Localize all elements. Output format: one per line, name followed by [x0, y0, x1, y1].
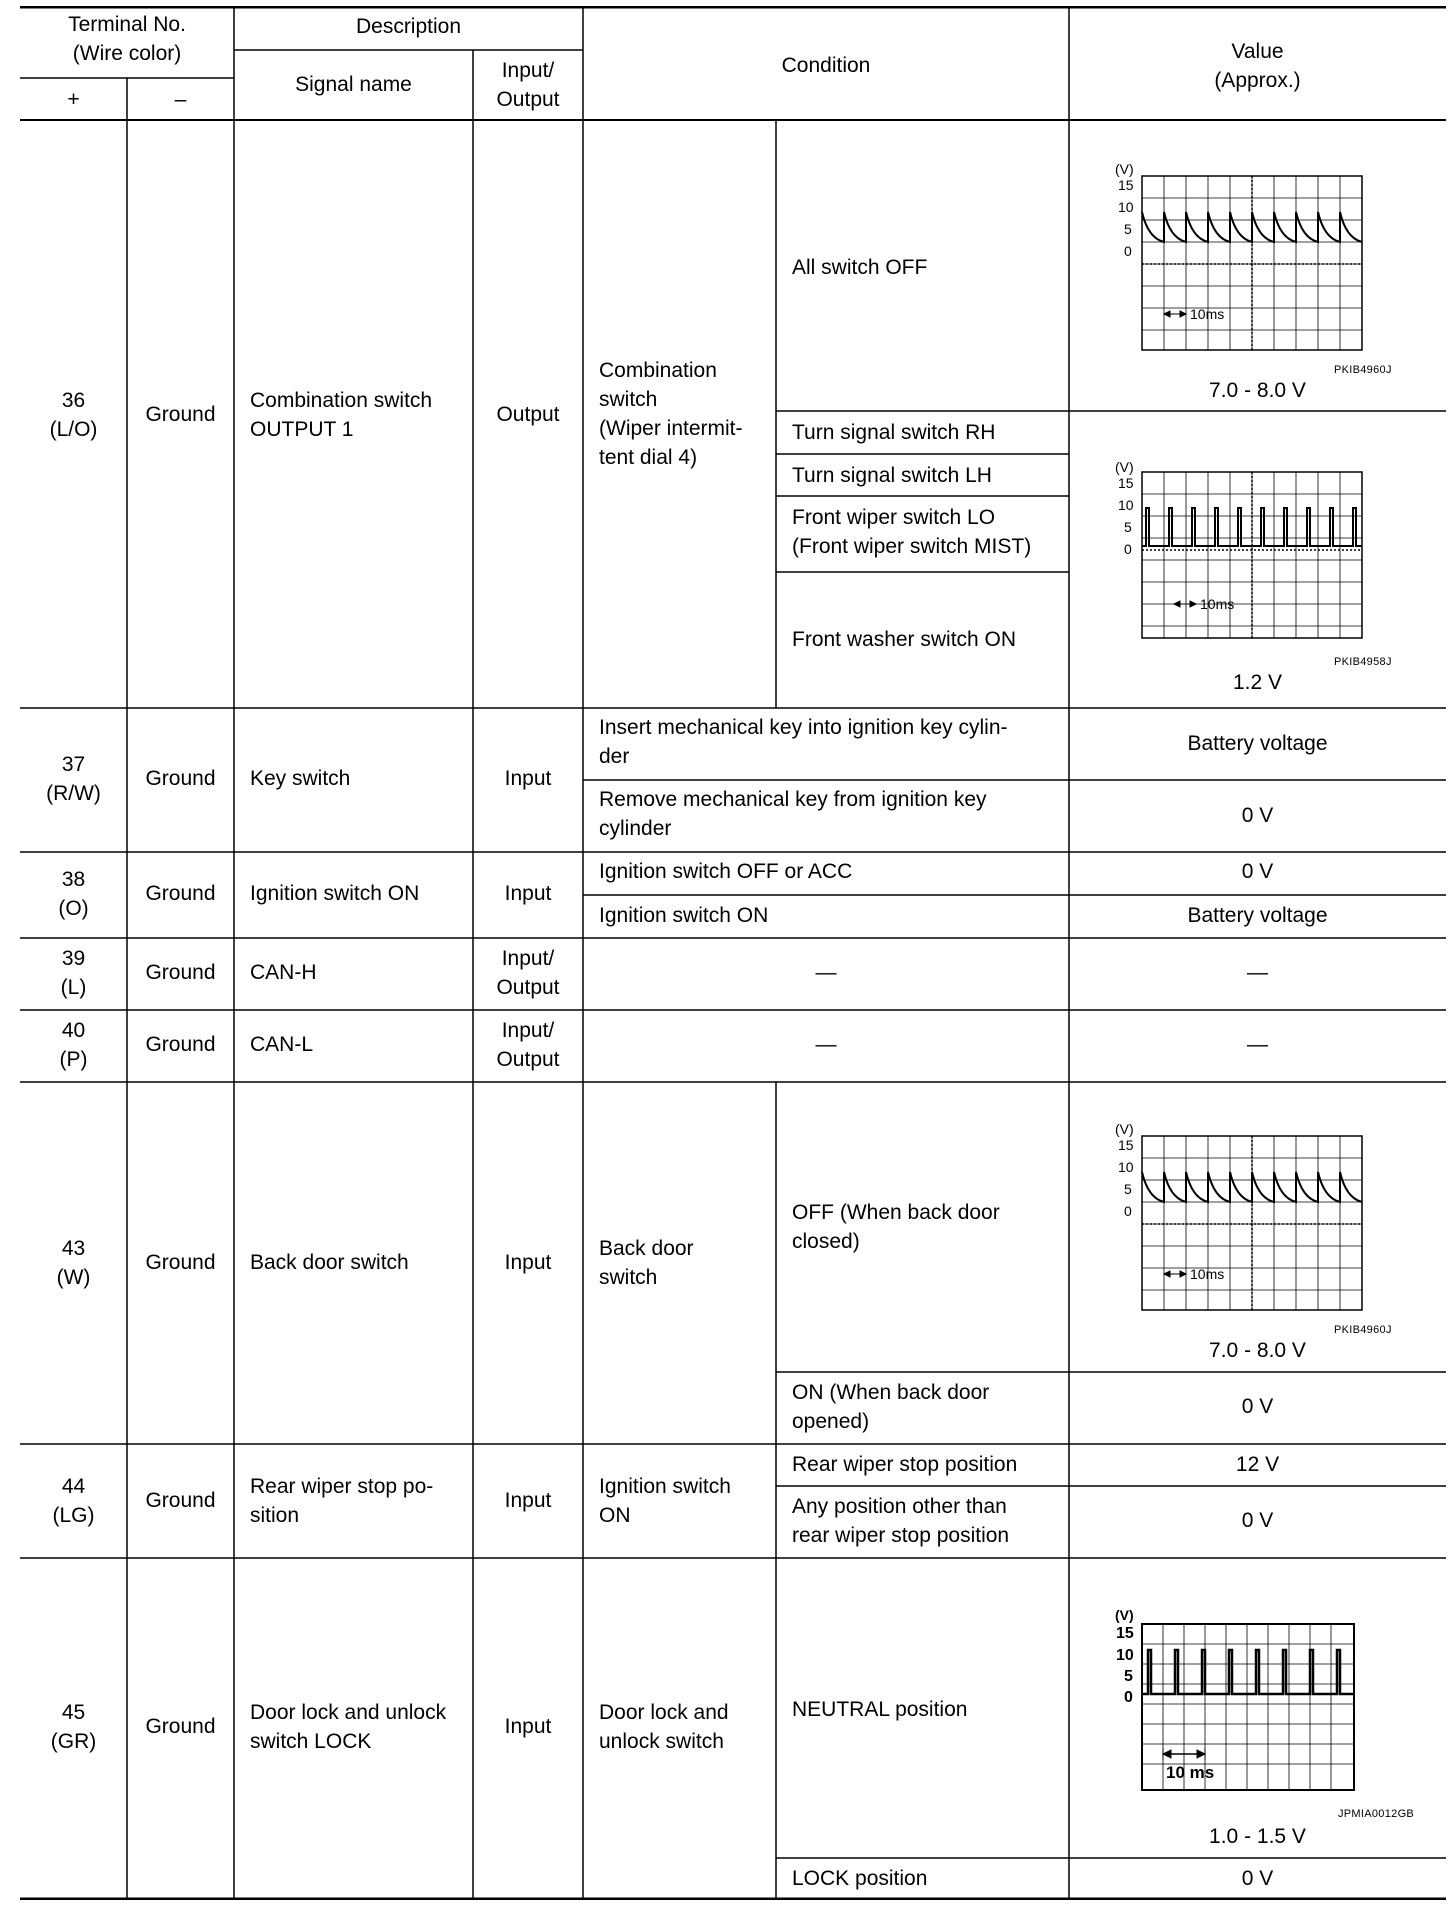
terminal-38: 38 (O) [58, 868, 89, 920]
ground-43: Ground [145, 1251, 216, 1274]
signal-37: Key switch [250, 767, 351, 790]
wf4-tick-10: 10 [1116, 1647, 1134, 1664]
terminal-table [20, 6, 1446, 1900]
io-38: Input [504, 882, 552, 905]
wf2-unit: (V) [1115, 459, 1134, 475]
signal-39: CAN-H [250, 961, 317, 984]
value-36-1: 7.0 - 8.0 V [1209, 379, 1306, 402]
wf2-tick-5: 5 [1124, 519, 1132, 535]
waveform-36-on [1110, 456, 1410, 668]
io-36: Output [496, 403, 560, 426]
ground-44: Ground [145, 1489, 216, 1512]
ground-38: Ground [145, 882, 216, 905]
value-37-2: 0 V [1241, 804, 1274, 827]
sub-condition-36-1: All switch OFF [792, 256, 928, 279]
io-43: Input [504, 1251, 552, 1274]
wf3-code: PKIB4960J [1334, 1324, 1392, 1336]
header-input-output: Input/ Output [496, 59, 560, 111]
wf1-time: 10ms [1190, 306, 1225, 322]
value-36-2: 1.2 V [1232, 671, 1283, 694]
header-terminal-no: Terminal No. (Wire color) [68, 13, 186, 65]
wf3-tick-5: 5 [1124, 1181, 1132, 1197]
signal-38: Ignition switch ON [250, 882, 420, 905]
terminal-45: 45 (GR) [50, 1701, 97, 1753]
io-39: Input/ Output [496, 947, 560, 999]
sub-condition-45-2: LOCK position [792, 1867, 928, 1890]
value-43-1: 7.0 - 8.0 V [1209, 1339, 1306, 1362]
io-40: Input/ Output [496, 1019, 560, 1071]
wf1-code: PKIB4960J [1334, 364, 1392, 376]
waveform-36-off [1110, 156, 1410, 381]
wf1-unit: (V) [1115, 161, 1134, 177]
value-43-2: 0 V [1241, 1395, 1274, 1418]
wf2-tick-10: 10 [1118, 497, 1134, 513]
io-37: Input [504, 767, 552, 790]
waveform-45-neutral [1110, 1602, 1430, 1820]
condition-38-2: Ignition switch ON [599, 904, 769, 927]
sub-condition-43-1: OFF (When back door closed) [792, 1201, 1000, 1253]
ground-45: Ground [145, 1715, 216, 1738]
sub-condition-36-3: Turn signal switch LH [792, 464, 992, 487]
condition-36: Combination switch (Wiper intermit- tent dial 4) [599, 359, 743, 469]
wf4-time: 10 ms [1166, 1763, 1215, 1782]
header-value: Value (Approx.) [1214, 40, 1301, 92]
signal-40: CAN-L [250, 1033, 314, 1056]
condition-39: — [815, 961, 837, 984]
ground-36: Ground [145, 403, 216, 426]
wf4-tick-15: 15 [1116, 1625, 1134, 1642]
io-45: Input [504, 1715, 552, 1738]
header-minus: – [174, 88, 187, 111]
header-condition: Condition [781, 54, 871, 77]
condition-45: Door lock and unlock switch [599, 1701, 729, 1753]
wf4-unit: (V) [1115, 1607, 1134, 1623]
wf2-time: 10ms [1200, 596, 1235, 612]
value-38-2: Battery voltage [1187, 904, 1328, 927]
wf3-tick-10: 10 [1118, 1159, 1134, 1175]
sub-condition-44-2: Any position other than rear wiper stop position [792, 1495, 1010, 1547]
signal-44: Rear wiper stop po- sition [250, 1475, 434, 1527]
terminal-43: 43 (W) [56, 1237, 91, 1289]
wf2-code: PKIB4958J [1334, 656, 1392, 668]
sub-condition-36-2: Turn signal switch RH [792, 421, 996, 444]
wf1-tick-15: 15 [1118, 177, 1134, 193]
value-37-1: Battery voltage [1187, 732, 1328, 755]
wf3-unit: (V) [1115, 1121, 1134, 1137]
signal-45: Door lock and unlock switch LOCK [250, 1701, 447, 1753]
wf4-code: JPMIA0012GB [1338, 1808, 1415, 1820]
ground-39: Ground [145, 961, 216, 984]
value-45-1: 1.0 - 1.5 V [1209, 1825, 1306, 1848]
terminal-36: 36 (L/O) [49, 389, 98, 441]
sub-condition-45-1: NEUTRAL position [792, 1698, 968, 1721]
sub-condition-36-5: Front washer switch ON [792, 628, 1017, 651]
ground-40: Ground [145, 1033, 216, 1056]
sub-condition-44-1: Rear wiper stop position [792, 1453, 1018, 1476]
value-38-1: 0 V [1241, 860, 1274, 883]
wf1-tick-0: 0 [1124, 243, 1132, 259]
wf3-tick-0: 0 [1124, 1203, 1132, 1219]
signal-43: Back door switch [250, 1251, 409, 1274]
signal-36: Combination switch OUTPUT 1 [250, 389, 433, 441]
terminal-37: 37 (R/W) [46, 753, 101, 805]
header-description: Description [355, 15, 462, 38]
wf4-tick-5: 5 [1124, 1668, 1133, 1685]
wf1-tick-10: 10 [1118, 199, 1134, 215]
value-44-2: 0 V [1241, 1509, 1274, 1532]
wf3-time: 10ms [1190, 1266, 1225, 1282]
header-plus: + [67, 88, 80, 111]
condition-38-1: Ignition switch OFF or ACC [599, 860, 853, 883]
wf1-tick-5: 5 [1124, 221, 1132, 237]
ground-37: Ground [145, 767, 216, 790]
wf2-tick-0: 0 [1124, 541, 1132, 557]
value-39: — [1247, 961, 1268, 984]
wf2-tick-15: 15 [1118, 475, 1134, 491]
terminal-39: 39 (L) [60, 947, 87, 999]
header-signal-name: Signal name [295, 73, 412, 96]
terminal-44: 44 (LG) [52, 1475, 95, 1527]
condition-37-2: Remove mechanical key from ignition key cylinder [599, 788, 987, 840]
value-44-1: 12 V [1235, 1453, 1280, 1476]
terminal-40: 40 (P) [59, 1019, 88, 1071]
value-45-2: 0 V [1241, 1867, 1274, 1890]
condition-40: — [815, 1033, 837, 1056]
condition-43: Back door switch [599, 1237, 694, 1289]
wf4-tick-0: 0 [1124, 1689, 1133, 1706]
io-44: Input [504, 1489, 552, 1512]
value-40: — [1247, 1033, 1268, 1056]
condition-37-1: Insert mechanical key into ignition key cylin- der [599, 716, 1008, 768]
sub-condition-36-4: Front wiper switch LO (Front wiper switch MIST) [792, 506, 1032, 558]
waveform-43-off [1110, 1116, 1410, 1341]
wf3-tick-15: 15 [1118, 1137, 1134, 1153]
sub-condition-43-2: ON (When back door opened) [792, 1381, 990, 1433]
condition-44: Ignition switch ON [599, 1475, 731, 1527]
